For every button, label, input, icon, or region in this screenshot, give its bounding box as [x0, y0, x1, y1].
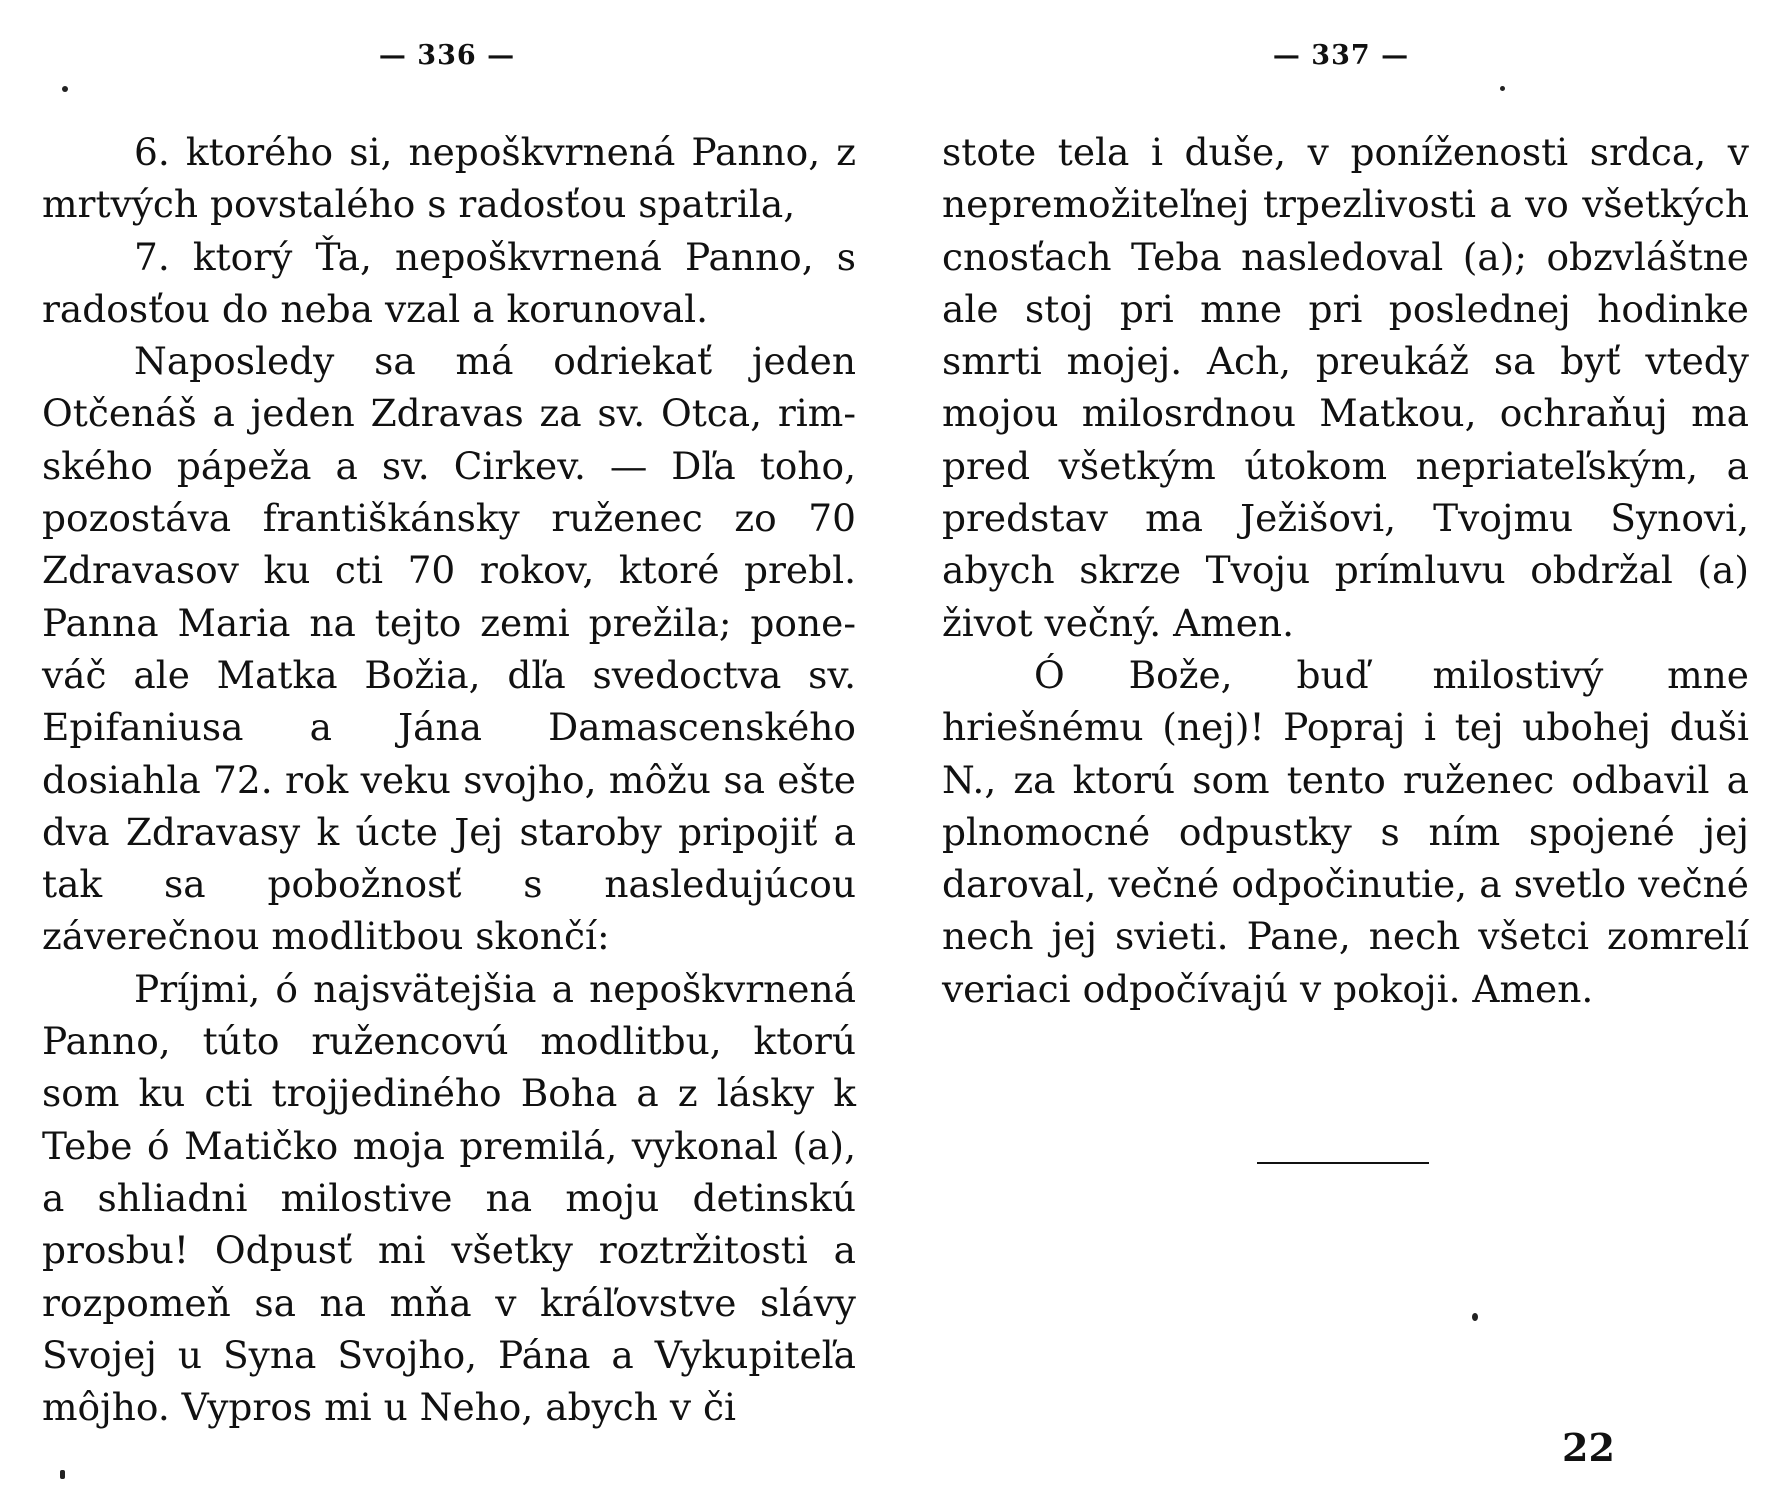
paragraph: Príjmi, ó najsvätejšia a nepoškvrnená Panno, túto ružencovú modlitbu, ktorú som ku cti trojjediného Boha a z lásky k Tebe ó Matičko moja premilá, vykonal (a), a shliadni milostive na moju detinskú prosbu! Odpusť mi všetky roztržitosti a rozpomeň sa na mňa v kráľovstve slávy Svojej u Syna Svojho, Pána a Vykupiteľa môjho. Vypros mi u Neho, abych v či — [42, 966, 856, 1430]
ink-speck — [62, 86, 68, 92]
ink-speck — [1500, 86, 1505, 91]
ink-speck — [1472, 1313, 1478, 1321]
signature-mark: 22 — [1562, 1425, 1615, 1470]
right-page — [894, 0, 1788, 1500]
section-rule — [1257, 1162, 1429, 1164]
body-text — [42, 126, 856, 1433]
paragraph: 6. ktorého si, nepoškvrnená Panno, z mrtvých povstalého s radosťou spatrila, — [42, 130, 856, 227]
paragraph: stote tela i duše, v poníženosti srdca, v nepremožiteľnej trpezlivosti a vo všetkých cnosťach Teba nasledoval (a); obzvláštne ale stoj pri mne pri poslednej hodinke smrti mojej. Ach, preukáž sa byť vtedy mojou milosrdnou Matkou, ochraňuj ma pred všetkým útokom nepriateľským, a predstav ma Ježišovi, Tvojmu Synovi, abych skrze Tvoju prímluvu obdržal (a) život večný. Amen. — [942, 130, 1749, 645]
page-number: — 337 — — [1272, 40, 1410, 71]
body-text — [942, 126, 1749, 1015]
ink-speck — [60, 1470, 65, 1479]
paragraph: 7. ktorý Ťa, nepoškvrnená Panno, s radosťou do neba vzal a korunoval. — [42, 234, 856, 331]
paragraph: Naposledy sa má odriekať jeden Otčenáš a jeden Zdravas za sv. Otca, rimského pápeža a sv. Cirkev. — Dľa toho, pozostáva františkánsky ruženec zo 70 Zdravasov ku cti 70 rokov, ktoré prebl. Panna Maria na tejto zemi prežila; poneváč ale Matka Božia, dľa svedoctva sv. Epifaniusa a Jána Damascenského dosiahla 72. rok veku svojho, môžu sa ešte dva Zdravasy k úcte Jej staroby pripojiť a tak sa pobožnosť s nasledujúcou záverečnou modlitbou skončí: — [42, 339, 856, 959]
paragraph: Ó Bože, buď milostivý mne hriešnému (nej)! Popraj i tej ubohej duši N., za ktorú som tento ruženec odbavil a plnomocné odpustky s ním spojené jej daroval, večné odpočinutie, a svetlo večné nech jej svieti. Pane, nech všetci zomrelí veriaci odpočívajú v pokoji. Amen. — [942, 652, 1749, 1011]
page-number: — 336 — — [378, 40, 516, 71]
